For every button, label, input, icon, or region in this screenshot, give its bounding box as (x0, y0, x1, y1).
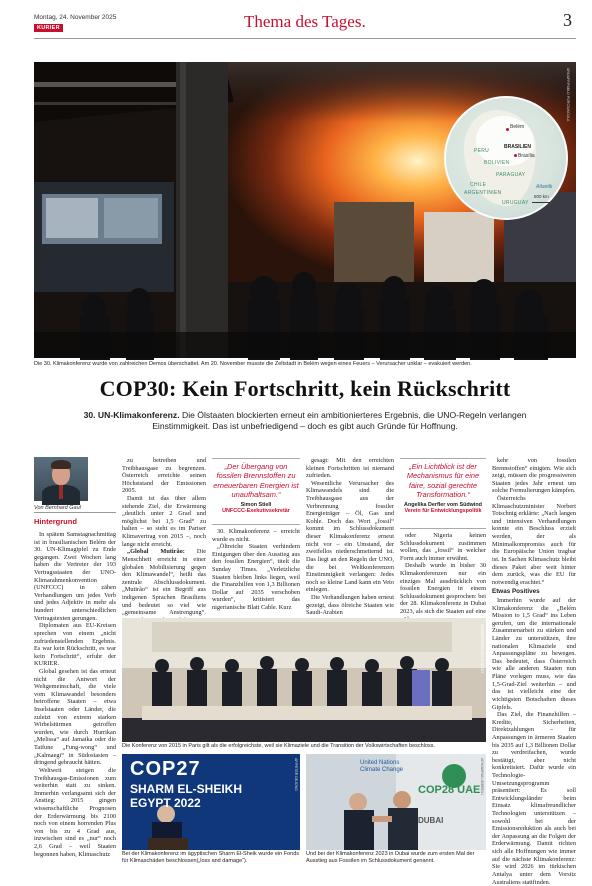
paris-photo-credit: APA/AFP/FRANCOIS GUILLOT (480, 624, 484, 674)
paragraph: Die Verhandlungen haben erneut gezeigt, dass ölreiche Staaten wie Saudi-Arabien (306, 593, 394, 617)
article-headline: COP30: Kein Fortschritt, kein Rückschritt (99, 376, 511, 401)
paragraph: Österreichs Klimaschutzminister Norbert Totschnig erklärte: „Nach langen und intensiven Verhandlungen konnte ein Beschluss erzielt werden, der als Minimalkompromiss auch für die Europäische Union tragbar ist. In Sachen Klimaschutz bleibt dieses Paket aber weit hinter dem zurück, was die EU für notwendig erachtet.“ (492, 495, 576, 586)
paragraph: Immerhin wurde auf der Klimakonferenz die „Belém Mission to 1,5 Grad“ ins Leben gerufen, um die internationale Zusammenarbeit zu stärken und Länder zu unterstützen, ihre nationalen Klimaziele und Anpassungspläne zu bewegen. Das bedeutet, dass Österreich wie alle anderen Staaten nun Pläne vorlegen muss, wie das 1,5-Grad-Ziel weiterhin – und das ist vielleicht eine der wichtigsten Botschaften dieses Gipfels. (492, 596, 576, 711)
map-label-chile: CHILE (470, 182, 487, 188)
cop27-caption: Bei der Klimakonferenz im ägyptischen Sharm El-Sheik wurde ein Fonds für Klimaschäden beschlossen(„loss and damage“). (122, 851, 299, 864)
quote-bottom-rule (212, 524, 300, 525)
pull-quote-stiell (212, 462, 300, 514)
map-label-belem: Belém (510, 124, 525, 130)
paragraph: 30. Klimakonferenz – erreicht wurde es nicht. (212, 528, 300, 543)
quote-role: Verein für Entwicklungspolitik (404, 508, 482, 514)
cop28-caption: Und bei der Klimakonferenz 2023 in Dubai wurde zum ersten Mal der Ausstieg aus Fossilen im Schlussdokument genannt. (306, 851, 475, 864)
paris-2015-photo[interactable] (122, 618, 486, 742)
paragraph: Wesentliche Verursacher des Klimawandels sind die Treibhausgase aus der Verbrennung fossiler Energieträger – Öl, Gas und Kohle. Doch das Wort „fossil“ kommt im Schlussdokument dieser Klimakonferenz erneut nicht vor – ein Umstand, der zweifellos niederschmetternd ist. Das liegt an den Regeln der UNO, die bei Weltkonferenzen Einstimmigkeit verlangen: Jedes noch so kleine Land kann ein Veto einlegen. (306, 479, 394, 594)
cop27-sign-line3: EGYPT 2022 (130, 796, 201, 810)
cop27-photo[interactable] (122, 754, 300, 850)
map-label-bolivien: BOLIVIEN (484, 160, 510, 166)
south-america-map (444, 96, 568, 220)
pull-quote-derfler (400, 462, 486, 514)
cop28-photo[interactable] (306, 754, 486, 850)
article-column-2 (122, 457, 207, 617)
inline-subhead: „Global Mutirão: (127, 548, 185, 556)
article-kicker: 30. UN-Klimakonferenz. (83, 410, 180, 420)
paragraph: kehr von fossilen Brennstoffen“ einigten. Wie sich zeigt, müssen die progressiveren Staaten jedes Jahr erneut um solche Formulierungen kämpfen. (492, 457, 576, 495)
article-column-5 (400, 532, 486, 614)
map-label-argentinien: ARGENTINIEN (464, 190, 502, 196)
article-column-1 (34, 531, 116, 871)
hero-photo[interactable] (34, 62, 576, 358)
author-portrait (34, 457, 88, 501)
kurier-logo[interactable]: KURIER (34, 24, 63, 32)
map-scale-label: 800 km (534, 194, 549, 199)
belem-marker-icon (506, 128, 509, 131)
section-label: Hintergrund (34, 517, 77, 526)
paragraph: Deshalb wurde in bisher 30 Klimakonferenzen nur ein einziges Mal ausdrücklich von fossilen Energien in einem Schlussdokument gesprochen: bei der 28. Klimakonferenz in Dubai 2023, als sich die Staaten auf eine (400, 562, 486, 616)
paris-caption: Die Konferenz von 2015 in Paris gilt als die erfolgreichste, weil sie Klimaziele und die Transition der Volkswirtschaften beschloss. (122, 743, 436, 749)
article-lead-text: Die Ölstaaten blockierten erneut ein ambitionierteres Ergebnis, die UNO-Regeln verlangen Einstimmigkeit. Das ist unbefriedigend – doch es gibt auch Gründe für Hoffnung. (152, 410, 527, 431)
map-label-brasilia: Brasília (518, 153, 535, 159)
quote-source: Simon Stiell (240, 502, 272, 508)
dubai-sign: DUBAI (418, 816, 444, 825)
map-label-atlantik: Atlantik (536, 184, 553, 190)
cop28-photo-credit: AP/KAMRAN JEBREILI (480, 758, 484, 795)
paragraph (122, 548, 206, 624)
paragraph: Global gesehen ist das erneut nicht die Antwort der Weltgemeinschaft, die viele vom Klimawandel besonders betroffene Staaten – etwa Inselstaaten oder Länder, die zuletzt von extrem starken Wirbelstürmen getroffen wurden, wie durch Hurrikan „Melissa“ auf Jamaika oder die Taifune „Fung-wong“ und „Kalmaegi“ in Südostasien – dringend gebraucht hätten. (34, 667, 116, 767)
author-portrait-tie (59, 485, 63, 499)
section-title: Thema des Tages. (244, 12, 366, 31)
header-divider (34, 38, 576, 39)
quote-role: UNFCCC-Exekutivsekretär (222, 508, 290, 514)
quote-text: „Der Übergang von fossilen Brennstoffen zu erneuerbaren Energien ist unaufhaltsam.“ (213, 462, 299, 499)
article-lead (62, 410, 548, 432)
quote-text: „Ein Lichtblick ist der Mechanismus für eine faire, sozial gerechte Transformation.“ (406, 462, 480, 499)
paragraph: Weltweit steigen die Treibhausgas-Emissionen zum weiterhin statt zu sinken. Immerhin verlangsamt sich der Anstieg: 2015 gingen wissenschaftliche Prognosen der Erderwärmung bis 2100 noch von einem horrenden Plus von bis zu 4 Grad aus, inzwischen sind es „nur“ noch 2,6 Grad – weil Staaten begonnen haben, Klimaschutz (34, 766, 116, 858)
quote-top-rule (212, 458, 300, 459)
cop27-sign-line2: SHARM EL-SHEIKH (130, 782, 243, 796)
unfccc-logo: United Nations Climate Change (360, 760, 404, 773)
map-label-brasilien: BRASILIEN (504, 144, 531, 150)
paragraph: Damit ist das über allem stehende Ziel, die Erwärmung „deutlich unter 2 Grad und möglichst bei 1,5 Grad“ zu halten – so steht es im Pariser Klimavertrag von 2015 –, noch lange nicht erreicht. (122, 495, 206, 548)
quote-bottom-rule (400, 528, 486, 529)
brasilia-marker-icon (514, 154, 517, 157)
cop27-photo-credit: AP/PETER DEJONG (294, 758, 298, 791)
cop27-sign: COP27 (130, 758, 201, 780)
map-scale-bar (532, 202, 550, 203)
author-byline: Von Bernhard Gaul (34, 505, 81, 511)
paragraph: In spätem Samstagnachmittag ist in brasilianischen Belém der 30. UN-Klimagipfel zu Ende gegangen. Zwei Wochen lang haben die Vertreter der 193 Vertragsstaaten der UNO-Klimarahmenkonvention (UNFCCC) in zähen Verhandlungen um jedes Verb und jedes Adjektiv in mehr als hundert unterschiedlichen Vertragstexten gerungen. (34, 531, 116, 622)
inline-subhead: Etwas Positives (492, 588, 540, 596)
hero-caption: Die 30. Klimakonferenz wurde von zahlreichen Demos überschattet. Am 20. November musste die Zeltstadt in Belém wegen eines Feuers – Verursacher unklar – evakuiert werden. (34, 361, 472, 367)
paragraph: oder Nigeria keinen Schlussdokument zustimmen wollen, das „fossil“ in welcher Form auch immer erwähnt. (400, 532, 486, 562)
map-label-peru: PERU (474, 148, 490, 154)
article-column-6 (492, 457, 576, 886)
issue-date: Montag, 24. November 2025 (34, 14, 117, 21)
paris-stage-image (122, 618, 486, 742)
author-portrait-hair (51, 460, 71, 469)
paragraph: Das Ziel, die Finanzhilfen – Kredite, Sicherheiten, Direktzahlungen – für Anpassungen in ärmeren Staaten bis 2035 auf 1,3 Billionen Dollar zu verdreifachen, wurde bestätigt, aber nicht konkretisiert. Dafür wurde ein Technologie-Umsetzungsprogramm präsentiert: Es soll Entwicklungsländer beim Einsatz klimafreundlicher Technologien unterstützen – sowohl bei der Emissionsreduktion als auch bei der Anpassung an die Folgen der Erderwärmung. Damit richten sich alle Hoffnungen wie immer auf die nächste Klimakonferenz: Sie wird 2026 im türkischen Antalya unter dem Vorsitz Australiens stattfinden. (492, 711, 576, 886)
page-number: 3 (563, 10, 572, 30)
article-column-4 (306, 457, 394, 617)
hero-photo-credit: APA/AFP/PABLO PORCIUNCULA (566, 68, 570, 122)
paragraph: gesagt: Mit den erreichten kleinen Fortschritten ist niemand zufrieden. (306, 457, 394, 480)
article-column-3 (212, 528, 300, 614)
quote-source: Angelika Derfler vom Südwind (404, 502, 482, 508)
paragraph: „Öltreiche Staaten verhindern Einigungen über den Ausstieg aus den fossilen Energien“, titelt die Sunday Times. „Verletzliche Staaten bleiben links liegen, weil die Finanzhilfen von 1,3 Billionen Dollar auf 2035 verschoben wurden“, kritisiert das nigerianische Blatt Cable. Kurz (212, 543, 300, 612)
byline-divider (34, 512, 116, 513)
map-label-paraguay: PARAGUAY (496, 172, 526, 178)
map-label-uruguay: URUGUAY (502, 200, 529, 206)
paragraph: Diplomaten aus EU-Kreisen sprechen von einem „nicht zufriedenstellenden Ergebnis. Es war kein Rückschritt, es war kein Fortschritt“, erfuhr der KURIER. (34, 622, 116, 668)
quote-top-rule (400, 458, 486, 459)
cop28-sign: COP28 UAE (418, 784, 481, 796)
paragraph-text: Die Menschheit erreicht in einer globalen Mobilisierung gegen den Klimawandel“, heißt das zentrale Abschlussdokument. „Mutirão“ ist ein Begriff aus indigenen Sprachen Brasiliens und bedeutet so viel wie „gemeinsame Anstrengung“. (122, 548, 207, 617)
paragraph: zu betreiben und Treibhausgase zu begrenzen. Österreich erreichte seinen Höchststand der Emissionen 2005. (122, 457, 206, 495)
